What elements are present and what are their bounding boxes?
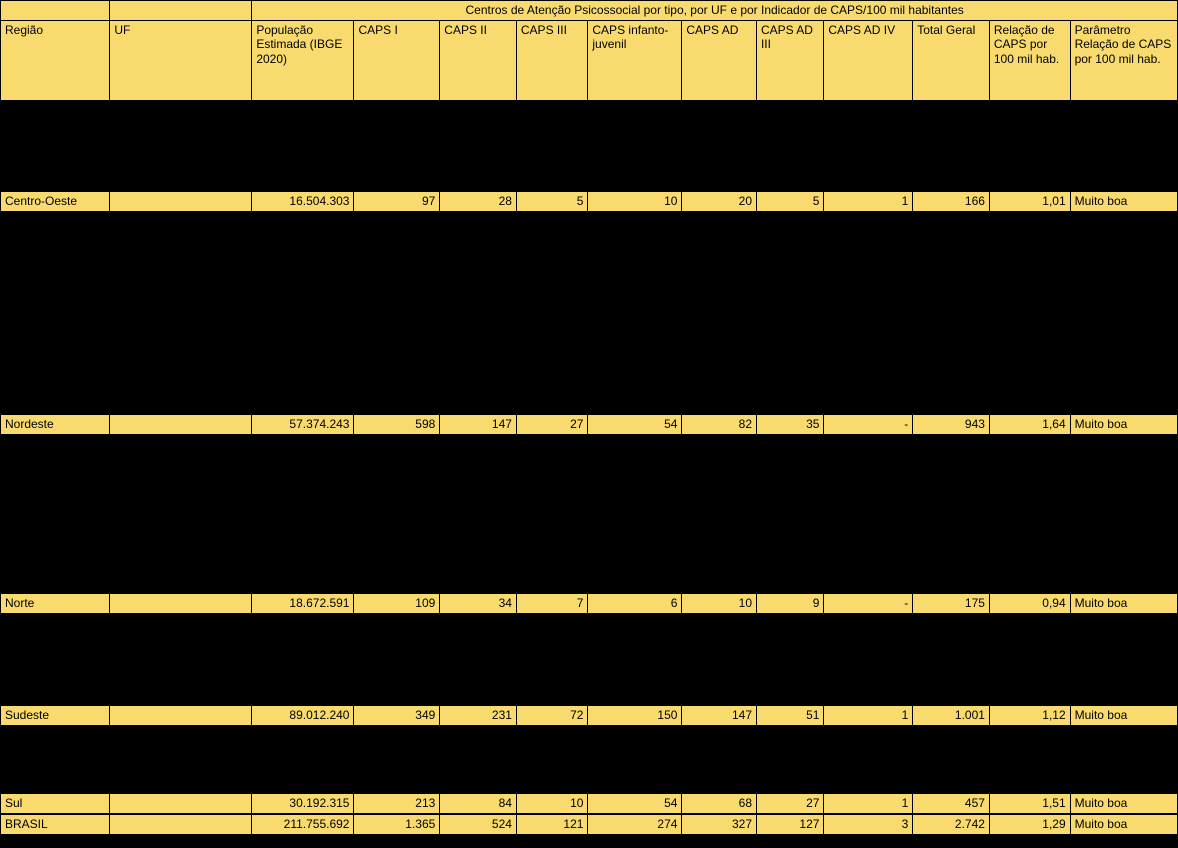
cell-relacao[interactable]: 1,29 [989, 814, 1070, 834]
cell-caps_i[interactable]: 349 [354, 705, 440, 725]
cell-total[interactable]: 2.742 [913, 814, 990, 834]
cell-caps_ad_iv[interactable]: 3 [824, 814, 913, 834]
cell-caps_ii[interactable]: 147 [440, 414, 517, 434]
table-row[interactable] [0, 705, 1178, 726]
cell-caps_ii[interactable]: 524 [440, 814, 517, 834]
cell-populacao[interactable]: 16.504.303 [252, 191, 354, 211]
cell-caps_ad_iii[interactable]: 51 [757, 705, 824, 725]
cell-relacao[interactable]: 1,12 [989, 705, 1070, 725]
col-header-caps-ad-iii: CAPS AD III [756, 20, 823, 100]
cell-regiao[interactable]: Norte [1, 593, 110, 613]
cell-caps_ad_iv[interactable]: 1 [824, 793, 913, 813]
cell-caps_ad_iii[interactable]: 27 [757, 793, 824, 813]
cell-caps_i[interactable]: 109 [354, 593, 440, 613]
cell-total[interactable]: 457 [913, 793, 990, 813]
cell-caps_infanto[interactable]: 10 [588, 191, 682, 211]
cell-caps_infanto[interactable]: 150 [588, 705, 682, 725]
cell-caps_ad_iv[interactable]: 1 [824, 705, 913, 725]
col-header-caps-ad: CAPS AD [682, 20, 757, 100]
cell-regiao[interactable]: Nordeste [1, 414, 110, 434]
row-gap [0, 435, 1178, 593]
cell-caps_ad[interactable]: 68 [682, 793, 757, 813]
cell-caps_ad_iii[interactable]: 127 [757, 814, 824, 834]
cell-uf[interactable] [110, 814, 252, 834]
title-row [1, 1, 1178, 21]
table-row[interactable] [0, 814, 1178, 835]
cell-uf[interactable] [110, 793, 252, 813]
cell-caps_ad_iii[interactable]: 5 [757, 191, 824, 211]
cell-caps_i[interactable]: 598 [354, 414, 440, 434]
cell-caps_ii[interactable]: 84 [440, 793, 517, 813]
table-title: Centros de Atenção Psicossocial por tipo, por UF e por Indicador de CAPS/100 mil habitantes [252, 1, 1178, 21]
col-header-regiao: Região [1, 20, 110, 100]
cell-parametro[interactable]: Muito boa [1070, 414, 1177, 434]
col-header-populacao: População Estimada (IBGE 2020) [252, 20, 354, 100]
cell-total[interactable]: 166 [913, 191, 990, 211]
cell-caps_ii[interactable]: 34 [440, 593, 517, 613]
cell-caps_ad_iv[interactable]: 1 [824, 191, 913, 211]
cell-total[interactable]: 943 [913, 414, 990, 434]
row-gap [0, 212, 1178, 414]
cell-regiao[interactable]: Sul [1, 793, 110, 813]
col-header-parametro: Parâmetro Relação de CAPS por 100 mil hab. [1070, 20, 1177, 100]
cell-caps_ad_iv[interactable]: - [824, 414, 913, 434]
cell-caps_ii[interactable]: 28 [440, 191, 517, 211]
col-header-caps-iii: CAPS III [516, 20, 588, 100]
table-row[interactable] [0, 593, 1178, 614]
cell-caps_infanto[interactable]: 6 [588, 593, 682, 613]
cell-caps_iii[interactable]: 5 [516, 191, 588, 211]
col-header-total-geral: Total Geral [913, 20, 990, 100]
col-header-relacao-caps: Relação de CAPS por 100 mil hab. [989, 20, 1070, 100]
row-gap [0, 726, 1178, 793]
cell-caps_ad[interactable]: 147 [682, 705, 757, 725]
cell-caps_iii[interactable]: 27 [516, 414, 588, 434]
cell-caps_infanto[interactable]: 54 [588, 414, 682, 434]
cell-populacao[interactable]: 89.012.240 [252, 705, 354, 725]
cell-caps_i[interactable]: 97 [354, 191, 440, 211]
cell-caps_ad[interactable]: 10 [682, 593, 757, 613]
cell-uf[interactable] [110, 191, 252, 211]
header-row [1, 20, 1178, 100]
title-gutter-left2 [110, 1, 252, 21]
cell-caps_ad[interactable]: 327 [682, 814, 757, 834]
table-row[interactable] [0, 793, 1178, 814]
cell-caps_infanto[interactable]: 274 [588, 814, 682, 834]
cell-caps_i[interactable]: 1.365 [354, 814, 440, 834]
cell-caps_iii[interactable]: 72 [516, 705, 588, 725]
cell-populacao[interactable]: 18.672.591 [252, 593, 354, 613]
cell-caps_iii[interactable]: 10 [516, 793, 588, 813]
cell-caps_ad[interactable]: 82 [682, 414, 757, 434]
col-header-caps-ad-iv: CAPS AD IV [824, 20, 913, 100]
cell-caps_ad_iii[interactable]: 9 [757, 593, 824, 613]
row-gap [0, 101, 1178, 191]
col-header-caps-infanto-juvenil: CAPS infanto-juvenil [588, 20, 682, 100]
table-row[interactable] [0, 414, 1178, 435]
cell-uf[interactable] [110, 414, 252, 434]
cell-caps_ii[interactable]: 231 [440, 705, 517, 725]
cell-regiao[interactable]: Centro-Oeste [1, 191, 110, 211]
col-header-uf: UF [110, 20, 252, 100]
cell-parametro[interactable]: Muito boa [1070, 593, 1177, 613]
cell-caps_ad[interactable]: 20 [682, 191, 757, 211]
cell-caps_iii[interactable]: 121 [516, 814, 588, 834]
cell-parametro[interactable]: Muito boa [1070, 191, 1177, 211]
col-header-caps-i: CAPS I [354, 20, 440, 100]
cell-relacao[interactable]: 1,51 [989, 793, 1070, 813]
cell-populacao[interactable]: 57.374.243 [252, 414, 354, 434]
cell-caps_ad_iv[interactable]: - [824, 593, 913, 613]
row-gap [0, 614, 1178, 705]
cell-relacao[interactable]: 1,64 [989, 414, 1070, 434]
cell-uf[interactable] [110, 705, 252, 725]
cell-total[interactable]: 1.001 [913, 705, 990, 725]
cell-parametro[interactable]: Muito boa [1070, 705, 1177, 725]
title-gutter-left [1, 1, 110, 21]
caps-table [0, 0, 1178, 101]
cell-total[interactable]: 175 [913, 593, 990, 613]
cell-regiao[interactable]: Sudeste [1, 705, 110, 725]
cell-uf[interactable] [110, 593, 252, 613]
cell-caps_ad_iii[interactable]: 35 [757, 414, 824, 434]
cell-parametro[interactable]: Muito boa [1070, 793, 1177, 813]
cell-caps_i[interactable]: 213 [354, 793, 440, 813]
cell-parametro[interactable]: Muito boa [1070, 814, 1177, 834]
cell-relacao[interactable]: 1,01 [989, 191, 1070, 211]
col-header-caps-ii: CAPS II [440, 20, 517, 100]
cell-populacao[interactable]: 30.192.315 [252, 793, 354, 813]
cell-populacao[interactable]: 211.755.692 [252, 814, 354, 834]
cell-caps_infanto[interactable]: 54 [588, 793, 682, 813]
cell-relacao[interactable]: 0,94 [989, 593, 1070, 613]
cell-regiao[interactable]: BRASIL [1, 814, 110, 834]
table-row[interactable] [0, 191, 1178, 212]
cell-caps_iii[interactable]: 7 [516, 593, 588, 613]
table-body [0, 101, 1178, 835]
